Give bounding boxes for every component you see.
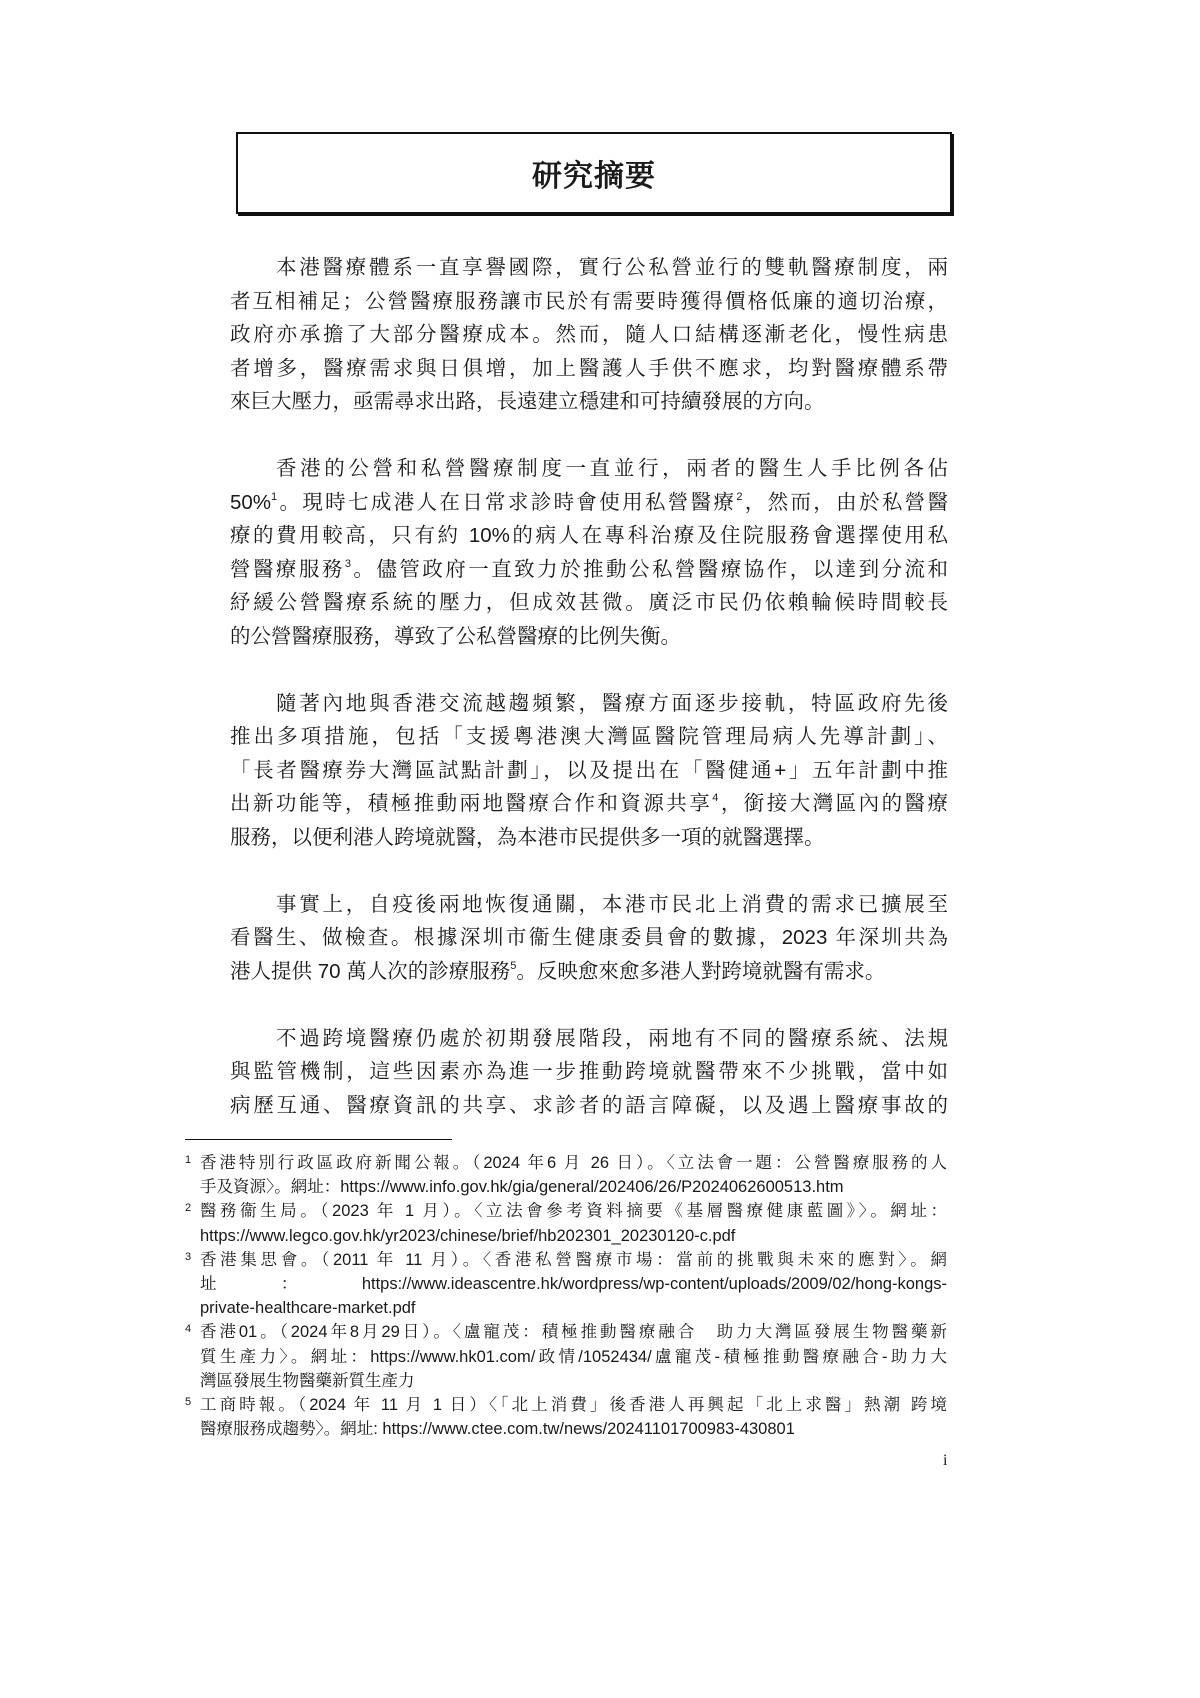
paragraph-line bbox=[230, 787, 948, 821]
footnotes bbox=[185, 1151, 947, 1441]
paragraph bbox=[230, 251, 948, 419]
paragraph bbox=[230, 888, 948, 989]
paragraph-line bbox=[230, 754, 948, 788]
text-run: 的公營醫療服務，導致了公私營醫療的比例失衡。 bbox=[230, 624, 681, 648]
paragraph-line bbox=[230, 452, 948, 486]
paragraph-line bbox=[230, 888, 948, 922]
footnote bbox=[185, 1393, 947, 1441]
paragraph-line bbox=[230, 285, 948, 319]
footnote-number: 3 bbox=[185, 1250, 192, 1263]
text-run: 香港的公營和私營醫療制度一直並行，兩者的醫生人手比例各佔 bbox=[276, 457, 948, 480]
text-run: 服務，以便利港人跨境就醫，為本港市民提供多一項的就醫選擇。 bbox=[230, 825, 825, 849]
text-run: 營醫療服務 bbox=[230, 557, 345, 581]
paragraph-line bbox=[230, 385, 948, 419]
text-run: 不過跨境醫療仍處於初期發展階段，兩地有不同的醫療系統、法規 bbox=[276, 1026, 948, 1050]
footnote-line: private-healthcare-market.pdf bbox=[200, 1299, 416, 1318]
paragraph-line bbox=[230, 251, 948, 285]
footnote bbox=[185, 1248, 947, 1321]
text-run: 「長者醫療券大灣區試點計劃」，以及提出在「醫健通+」五年計劃中推 bbox=[230, 758, 948, 782]
footnote-line: 質生產力〉。網址：https://www.hk01.com/政情/1052434/盧寵茂-積極推動醫療融合-助力大 bbox=[200, 1347, 947, 1366]
footnote-line: 手及資源〉。網址：https://www.info.gov.hk/gia/general/202406/26/P2024062600513.htm bbox=[200, 1178, 844, 1197]
text-run: 來巨大壓力，亟需尋求出路，長遠建立穩建和可持續發展的方向。 bbox=[230, 390, 825, 413]
footnote-line: 址：https://www.ideascentre.hk/wordpress/wp-content/uploads/2009/02/hong-kongs- bbox=[200, 1274, 947, 1293]
footnote bbox=[185, 1151, 947, 1199]
footnote-line: 工商時報。（2024 年 11 月 1 日）〈「北上消費」後香港人再興起「北上求醫」熱潮 跨境 bbox=[200, 1395, 947, 1414]
paragraph-line bbox=[230, 687, 948, 721]
text-run: 。儘管政府一直致力於推動公私營醫療協作，以達到分流和 bbox=[350, 557, 949, 581]
footnote-line: 香港集思會。（2011 年 11 月）。〈香港私營醫療市場：當前的挑戰與未來的應對〉。網 bbox=[200, 1250, 947, 1269]
paragraph-line bbox=[230, 821, 948, 855]
text-run: 者增多，醫療需求與日俱增，加上醫護人手供不應求，均對醫療體系帶 bbox=[230, 356, 948, 380]
text-run: 療的費用較高，只有約 10%的病人在專科治療及住院服務會選擇使用私 bbox=[230, 524, 948, 547]
text-run: 政府亦承擔了大部分醫療成本。然而，隨人口結構逐漸老化，慢性病患 bbox=[230, 323, 948, 346]
paragraph-line bbox=[230, 1055, 948, 1089]
paragraph-line bbox=[230, 1022, 948, 1056]
text-run: ，然而，由於私營醫 bbox=[742, 490, 949, 514]
text-run: 50% bbox=[230, 490, 272, 514]
text-run: 者互相補足；公營醫療服務讓市民於有需要時獲得價格低廉的適切治療， bbox=[230, 289, 948, 313]
footnote-line: https://www.legco.gov.hk/yr2023/chinese/brief/hb202301_20230120-c.pdf bbox=[200, 1226, 736, 1245]
text-run: ，銜接大灣區內的醫療 bbox=[718, 792, 949, 815]
paragraph-line bbox=[230, 318, 948, 352]
footnote-ref: 3 bbox=[344, 557, 351, 570]
text-run: 。現時七成港人在日常求診時會使用私營醫療 bbox=[277, 490, 737, 514]
footnote-number: 4 bbox=[185, 1323, 192, 1336]
text-run: 。反映愈來愈多港人對跨境就醫有需求。 bbox=[516, 959, 886, 983]
footnote-line: 醫務衞生局。（2023 年 1 月）。〈立法會參考資料摘要《基層醫療健康藍圖》〉。網址： bbox=[200, 1202, 947, 1221]
footnote-number: 2 bbox=[185, 1202, 192, 1215]
text-run: 病歷互通、醫療資訊的共享、求診者的語言障礙，以及遇上醫療事故的 bbox=[230, 1093, 948, 1117]
paragraph-line bbox=[230, 519, 948, 553]
paragraph-line bbox=[230, 352, 948, 386]
footnote bbox=[185, 1320, 947, 1393]
paragraph bbox=[230, 1022, 948, 1123]
footnote-ref: 4 bbox=[712, 792, 719, 804]
paragraph-line bbox=[230, 486, 948, 520]
paragraph-line bbox=[230, 553, 948, 587]
footnote-ref: 1 bbox=[271, 490, 278, 503]
text-run: 隨著內地與香港交流越趨頻繁，醫療方面逐步接軌，特區政府先後 bbox=[276, 691, 948, 715]
text-run: 港人提供 70 萬人次的診療服務 bbox=[230, 959, 511, 983]
footnote-line: 香港01。（2024年8月29日）。〈盧寵茂：積極推動醫療融合 助力大灣區發展生物醫藥新 bbox=[200, 1323, 947, 1342]
footnote-number: 5 bbox=[185, 1395, 192, 1408]
footnote-ref: 2 bbox=[736, 490, 743, 503]
paragraph-line bbox=[230, 620, 948, 654]
footnote-line: 醫療服務成趨勢〉。網址: https://www.ctee.com.tw/news/20241101700983-430801 bbox=[200, 1420, 795, 1439]
footnote-divider bbox=[185, 1139, 452, 1140]
page-title: 研究摘要 bbox=[532, 160, 656, 193]
footnote-line: 香港特別行政區政府新聞公報。（2024 年6 月 26 日）。〈立法會一題：公營醫療服務的人 bbox=[200, 1154, 947, 1172]
paragraph-line bbox=[230, 720, 948, 754]
title-box bbox=[236, 132, 952, 214]
footnote-number: 1 bbox=[185, 1154, 192, 1166]
page-number: i bbox=[943, 1452, 948, 1469]
footnote-line: 灣區發展生物醫藥新質生產力 bbox=[200, 1371, 415, 1390]
body-text bbox=[230, 251, 948, 1156]
text-run: 事實上，自疫後兩地恢復通關，本港市民北上消費的需求已擴展至 bbox=[276, 892, 948, 916]
paragraph-line bbox=[230, 586, 948, 620]
paragraph-line bbox=[230, 921, 948, 955]
text-run: 紓緩公營醫療系統的壓力，但成效甚微。廣泛市民仍依賴輪候時間較長 bbox=[230, 591, 948, 614]
paragraph-line bbox=[230, 955, 948, 989]
paragraph bbox=[230, 452, 948, 653]
text-run: 推出多項措施，包括「支援粵港澳大灣區醫院管理局病人先導計劃」、 bbox=[230, 725, 948, 748]
text-run: 看醫生、做檢查。根據深圳市衞生健康委員會的數據，2023 年深圳共為 bbox=[230, 926, 948, 949]
text-run: 與監管機制，這些因素亦為進一步推動跨境就醫帶來不少挑戰，當中如 bbox=[230, 1060, 948, 1083]
footnote bbox=[185, 1199, 947, 1247]
text-run: 出新功能等，積極推動兩地醫療合作和資源共享 bbox=[230, 792, 713, 815]
paragraph bbox=[230, 687, 948, 855]
text-run: 本港醫療體系一直享譽國際，實行公私營並行的雙軌醫療制度，兩 bbox=[276, 256, 948, 279]
paragraph-line bbox=[230, 1089, 948, 1123]
footnote-ref: 5 bbox=[510, 959, 517, 972]
